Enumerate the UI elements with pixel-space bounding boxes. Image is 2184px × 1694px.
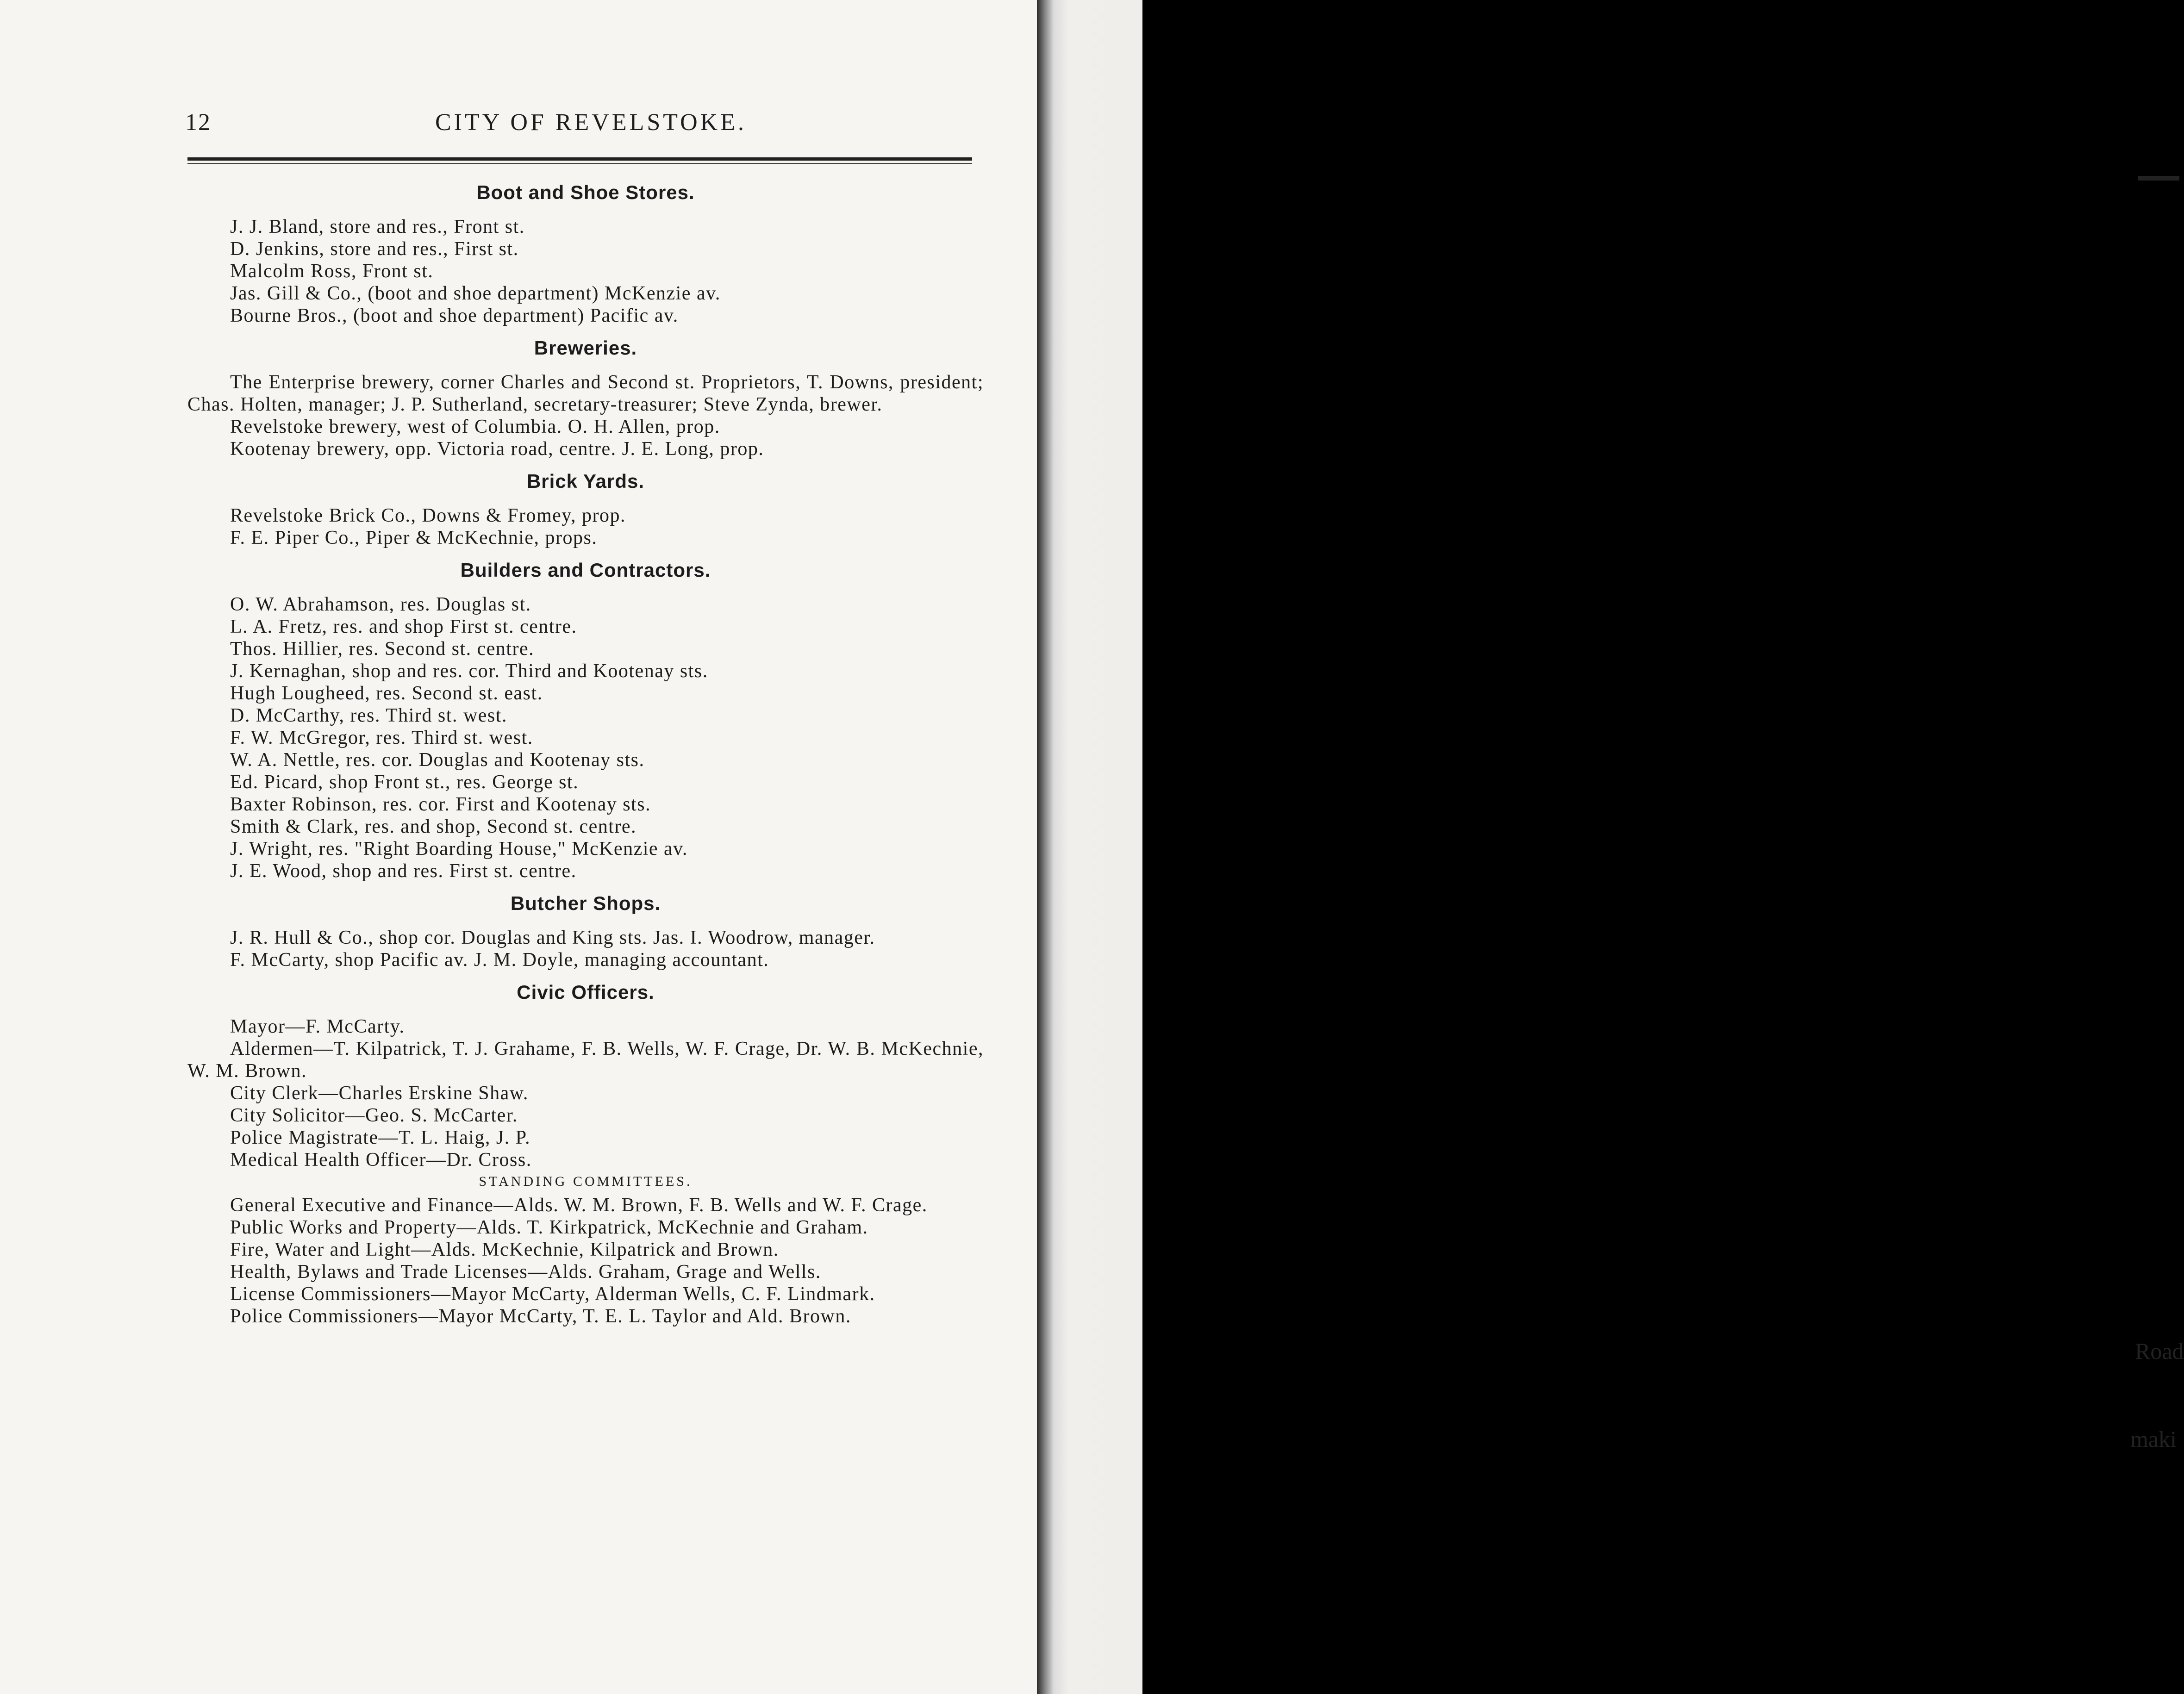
list-item: Fire, Water and Light—Alds. McKechnie, Kilpatrick and Brown. [230, 1239, 779, 1260]
adjacent-text-fragment: maki [2130, 1426, 2177, 1452]
adjacent-page-edge [1037, 0, 2184, 1694]
list-item: J. Kernaghan, shop and res. cor. Third and Kootenay sts. [230, 660, 708, 682]
list-item: W. A. Nettle, res. cor. Douglas and Kootenay sts. [230, 749, 645, 771]
page-number: 12 [185, 109, 211, 136]
list-item: F. McCarty, shop Pacific av. J. M. Doyle, managing accountant. [230, 949, 769, 971]
adjacent-text-fragment: Road [2135, 1338, 2184, 1364]
section-boot-shoe-stores [187, 181, 984, 327]
page-header [185, 109, 972, 141]
running-title: CITY OF REVELSTOKE. [435, 109, 747, 136]
list-item: Bourne Bros., (boot and shoe department) Pacific av. [230, 305, 679, 326]
list-item: F. W. McGregor, res. Third st. west. [230, 727, 533, 748]
header-rule-thin [187, 163, 972, 164]
page [0, 0, 1042, 1694]
list-item: J. R. Hull & Co., shop cor. Douglas and King sts. Jas. I. Woodrow, manager. [230, 927, 875, 948]
list-item: Kootenay brewery, opp. Victoria road, centre. J. E. Long, prop. [230, 438, 764, 460]
section-heading: Brick Yards. [526, 470, 645, 492]
list-item: O. W. Abrahamson, res. Douglas st. [230, 594, 531, 615]
list-item: Public Works and Property—Alds. T. Kirkpatrick, McKechnie and Graham. [230, 1217, 868, 1238]
section-heading: Butcher Shops. [510, 892, 661, 914]
list-item: Revelstoke brewery, west of Columbia. O. H. Allen, prop. [230, 416, 720, 437]
list-item: F. E. Piper Co., Piper & McKechnie, props. [230, 527, 598, 548]
list-item: Police Commissioners—Mayor McCarty, T. E. L. Taylor and Ald. Brown. [230, 1306, 851, 1327]
section-brick-yards [187, 470, 984, 549]
list-item: Thos. Hillier, res. Second st. centre. [230, 638, 535, 660]
section-heading: Breweries. [534, 337, 637, 359]
list-item: Medical Health Officer—Dr. Cross. [230, 1149, 532, 1171]
list-item: J. E. Wood, shop and res. First st. centre. [230, 860, 577, 882]
header-rule [187, 157, 972, 161]
section-builders-contractors [187, 559, 984, 882]
list-item: Jas. Gill & Co., (boot and shoe department) McKenzie av. [230, 283, 721, 304]
section-heading: Builders and Contractors. [460, 559, 711, 581]
list-item: D. McCarthy, res. Third st. west. [230, 705, 507, 726]
list-item: Malcolm Ross, Front st. [230, 261, 434, 282]
adjacent-rule [2138, 176, 2179, 181]
list-item: L. A. Fretz, res. and shop First st. centre. [230, 616, 577, 637]
list-item: J. Wright, res. "Right Boarding House," McKenzie av. [230, 838, 688, 859]
section-heading: Civic Officers. [517, 981, 655, 1003]
list-item: Ed. Picard, shop Front st., res. George st. [230, 772, 579, 793]
section-heading: Boot and Shoe Stores. [476, 181, 695, 203]
list-item: Baxter Robinson, res. cor. First and Kootenay sts. [230, 794, 651, 815]
list-item: The Enterprise brewery, corner Charles and Second st. Proprietors, T. Downs, president; Chas. Holten, manager; J. P. Sutherland, secretary-treasurer; Steve Zynda, brewer. [187, 372, 984, 415]
list-item: Health, Bylaws and Trade Licenses—Alds. Graham, Grage and Wells. [230, 1261, 821, 1283]
list-item: Police Magistrate—T. L. Haig, J. P. [230, 1127, 530, 1148]
list-item: Aldermen—T. Kilpatrick, T. J. Grahame, F. B. Wells, W. F. Crage, Dr. W. B. McKechnie, W. M. Brown. [187, 1038, 984, 1082]
section-breweries [187, 337, 984, 460]
list-item: City Clerk—Charles Erskine Shaw. [230, 1083, 529, 1104]
list-item: D. Jenkins, store and res., First st. [230, 238, 519, 260]
list-item: License Commissioners—Mayor McCarty, Alderman Wells, C. F. Lindmark. [230, 1283, 875, 1305]
sub-heading-standing-committees: STANDING COMMITTEES. [479, 1174, 693, 1189]
list-item: General Executive and Finance—Alds. W. M. Brown, F. B. Wells and W. F. Crage. [230, 1195, 928, 1216]
list-item: City Solicitor—Geo. S. McCarter. [230, 1105, 518, 1126]
section-butcher-shops [187, 892, 984, 971]
section-civic-officers [187, 981, 984, 1327]
page-content [187, 171, 984, 1327]
list-item: Revelstoke Brick Co., Downs & Fromey, prop. [230, 505, 626, 526]
list-item: J. J. Bland, store and res., Front st. [230, 216, 525, 237]
list-item: Hugh Lougheed, res. Second st. east. [230, 683, 543, 704]
list-item: Smith & Clark, res. and shop, Second st. centre. [230, 816, 637, 837]
list-item: Mayor—F. McCarty. [230, 1016, 405, 1037]
